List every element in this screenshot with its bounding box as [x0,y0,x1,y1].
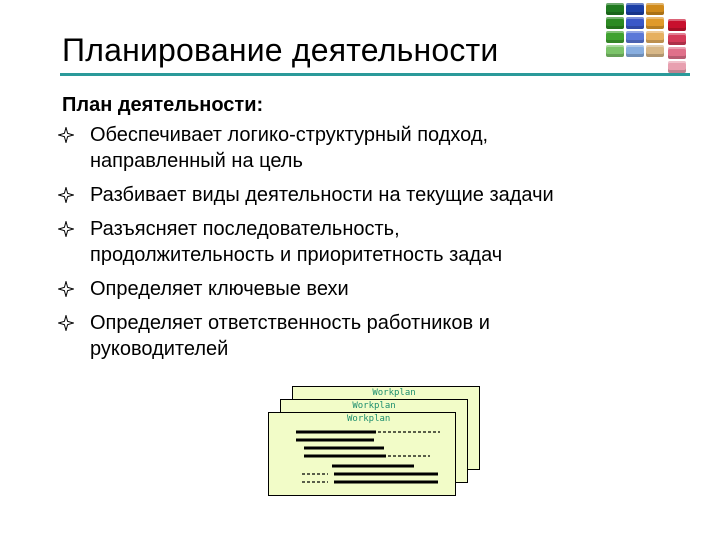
grid-cell [668,61,686,73]
workplan-card-label: Workplan [372,388,416,398]
bullet-item [58,276,678,302]
grid-cell [668,33,686,45]
bullet-item [58,182,678,208]
slide-title: Планирование деятельности [62,32,499,68]
grid-cell [606,17,624,29]
bullet-list [58,122,678,370]
bullet-text-line: Определяет ответственность работников и [90,312,490,334]
grid-cell [668,47,686,59]
bullet-text-line: руководителей [90,338,229,360]
workplan-card-front [268,412,456,496]
color-grid-logo [606,3,690,73]
bullet-text-line: Разъясняет последовательность, [90,218,400,240]
grid-cell [626,17,644,29]
grid-cell [626,31,644,43]
four-point-star-icon [58,187,74,203]
grid-cell [668,19,686,31]
workplan-card-label: Workplan [347,414,391,424]
grid-cell [646,31,664,43]
bullet-item [58,216,678,268]
bullet-item [58,310,678,362]
grid-cell [626,45,644,57]
four-point-star-icon [58,315,74,331]
bullet-text-line: Разбивает виды деятельности на текущие задачи [90,184,554,206]
bullet-text-line: направленный на цель [90,150,303,172]
workplan-card-label: Workplan [352,401,396,411]
title-underline [60,73,690,76]
grid-cell [606,3,624,15]
grid-cell [646,45,664,57]
grid-cell [626,3,644,15]
section-heading: План деятельности: [62,94,264,116]
grid-cell [606,31,624,43]
four-point-star-icon [58,221,74,237]
workplan-illustration [268,386,484,500]
four-point-star-icon [58,281,74,297]
bullet-text-line: Определяет ключевые вехи [90,278,349,300]
grid-cell [646,3,664,15]
four-point-star-icon [58,127,74,143]
grid-cell [646,17,664,29]
gantt-lines-graphic [268,412,456,496]
bullet-text-line: Обеспечивает логико-структурный подход, [90,124,489,146]
bullet-item [58,122,678,174]
bullet-text-line: продолжительность и приоритетность задач [90,244,503,266]
grid-cell [606,45,624,57]
